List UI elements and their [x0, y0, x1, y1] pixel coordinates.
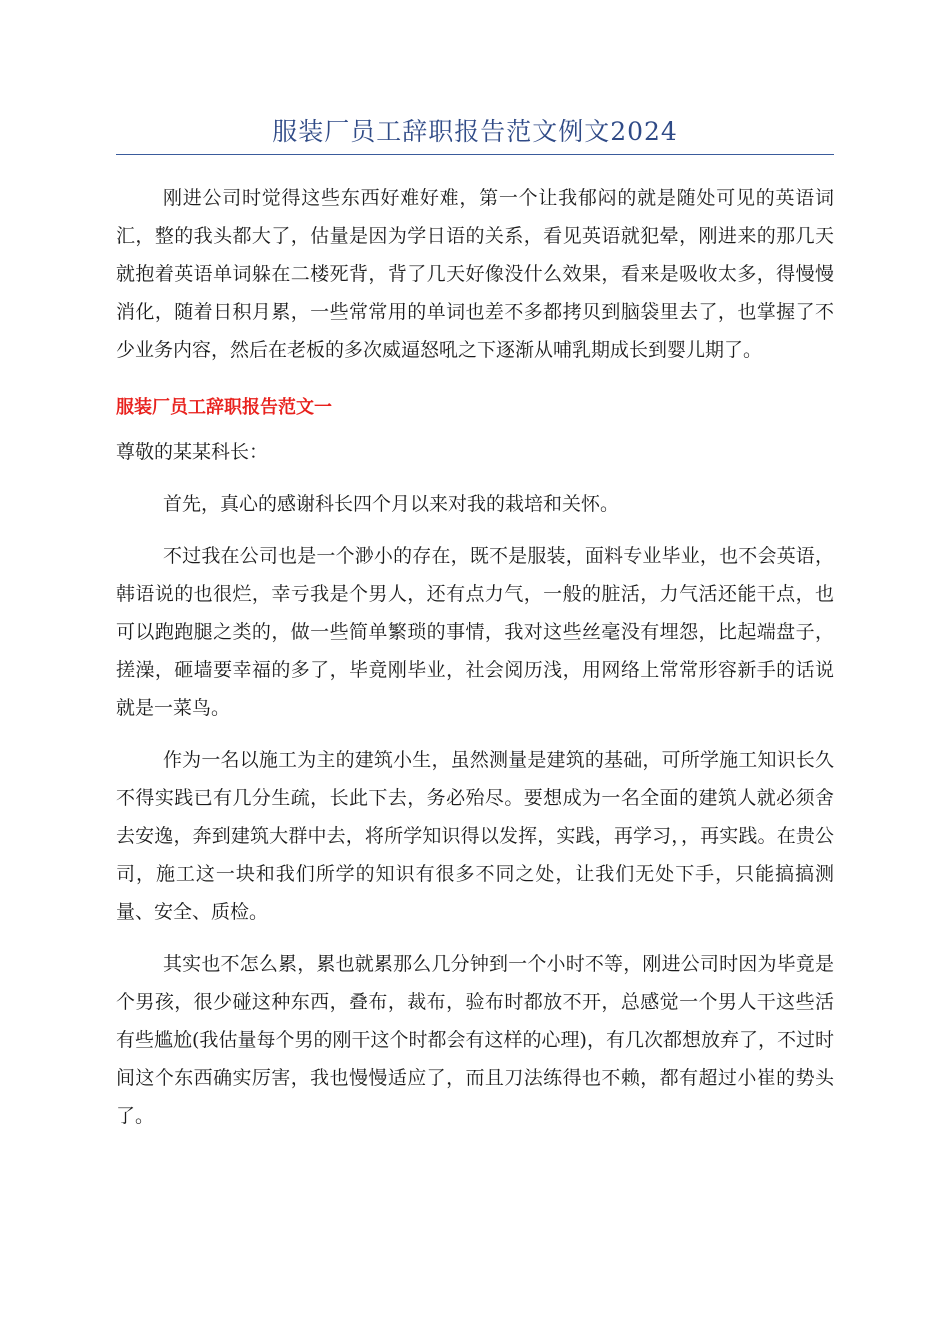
body-paragraph-2: 不过我在公司也是一个渺小的存在，既不是服装，面料专业毕业，也不会英语，韩语说的也很烂，幸亏我是个男人，还有点力气，一般的脏活，力气活还能干点，也可以跑跑腿之类的，做一些简单繁琐的事情，我对这些丝毫没有埋怨，比起端盘子，搓澡，砸墙要幸福的多了，毕竟刚毕业，社会阅历浅，用网络上常常形容新手的话说就是一菜鸟。: [116, 545, 834, 719]
body-paragraph-3: 作为一名以施工为主的建筑小生，虽然测量是建筑的基础，可所学施工知识长久不得实践已有几分生疏，长此下去，务必殆尽。要想成为一名全面的建筑人就必须舍去安逸，奔到建筑大群中去，将所学知识得以发挥，实践，再学习，，再实践。在贵公司，施工这一块和我们所学的知识有很多不同之处，让我们无处下手，只能搞搞测量、安全、质检。: [116, 749, 834, 923]
title-underline: [116, 154, 834, 155]
document-title: 服装厂员工辞职报告范文例文2024: [272, 117, 678, 146]
intro-paragraph: 刚进公司时觉得这些东西好难好难，第一个让我郁闷的就是随处可见的英语词汇，整的我头都大了，估量是因为学日语的关系，看见英语就犯晕，刚进来的那几天就抱着英语单词躲在二楼死背，背了几天好像没什么效果，看来是吸收太多，得慢慢消化，随着日积月累，一些常常用的单词也差不多都拷贝到脑袋里去了，也掌握了不少业务内容，然后在老板的多次威逼怒吼之下逐渐从哺乳期成长到婴儿期了。: [116, 187, 834, 361]
section-heading: 服装厂员工辞职报告范文一: [116, 397, 332, 418]
body-paragraph-1: 首先，真心的感谢科长四个月以来对我的栽培和关怀。: [163, 493, 620, 515]
salutation: 尊敬的某某科长：: [116, 441, 269, 463]
body-paragraph-4: 其实也不怎么累，累也就累那么几分钟到一个小时不等，刚进公司时因为毕竟是个男孩，很少碰这种东西，叠布，裁布，验布时都放不开，总感觉一个男人干这些活有些尴尬(我估量每个男的刚干这个时都会有这样的心理)，有几次都想放弃了，不过时间这个东西确实厉害，我也慢慢适应了，而且刀法练得也不赖，都有超过小崔的势头了。: [116, 953, 834, 1127]
document-page: [116, 112, 834, 1135]
